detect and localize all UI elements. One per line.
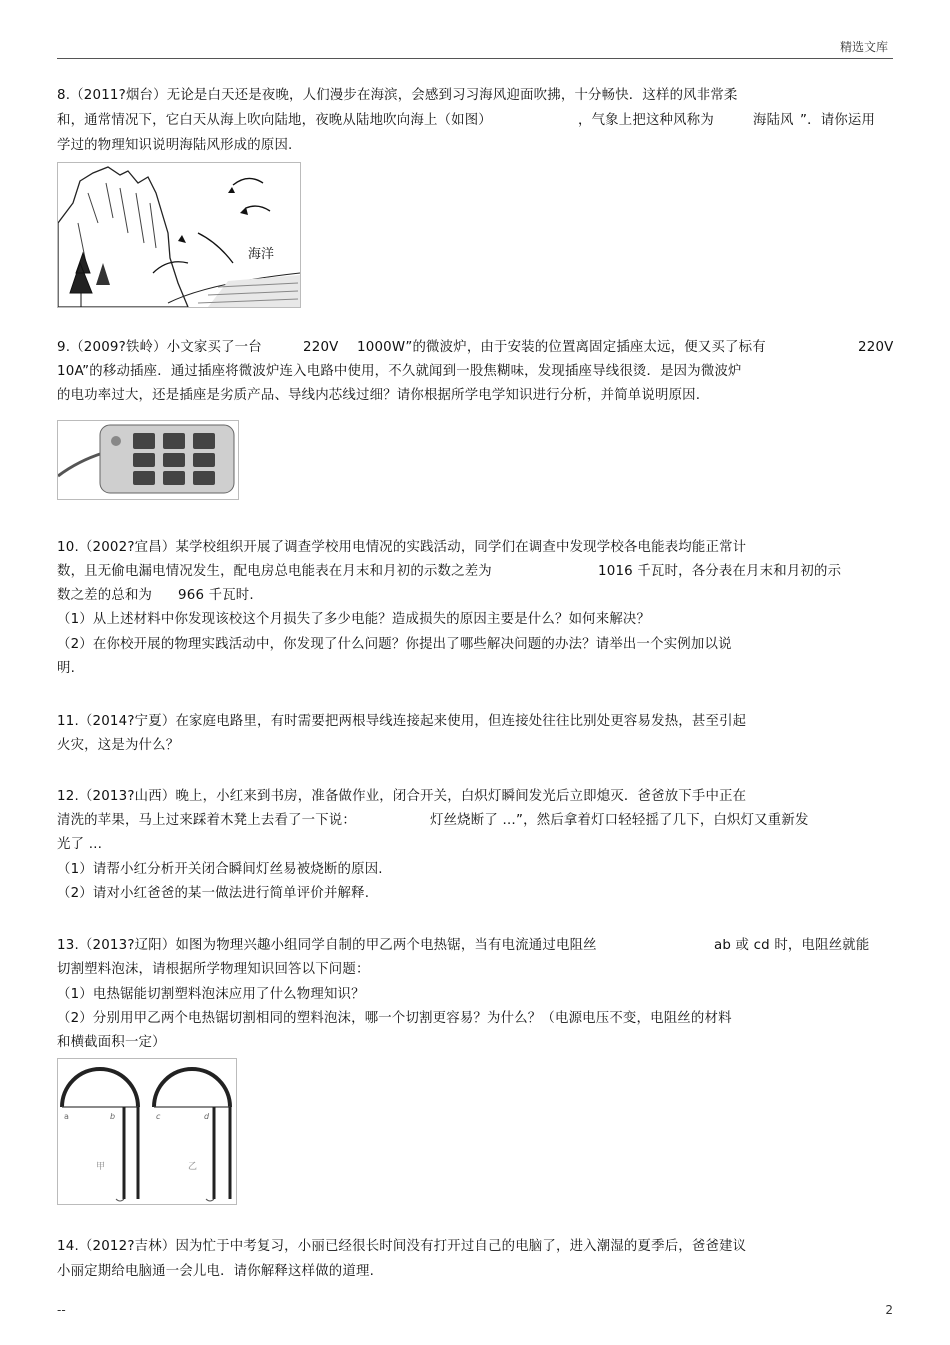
q9-line-1c: 1000W”的微波炉，由于安装的位置离固定插座太远，便又买了标有 bbox=[357, 340, 766, 355]
q12-line-1: 12.（2013?山西）晚上，小红来到书房，准备做作业，闭合开关，白炽灯瞬间发光后立即熄灭．爸爸放下手中正在 bbox=[57, 789, 747, 804]
q8-line-2d: ”．请你运用 bbox=[800, 113, 876, 128]
q13-line-1b: ab 或 cd 时，电阻丝就能 bbox=[714, 938, 870, 953]
electric-saw-drawing bbox=[58, 1059, 236, 1204]
q10-line-6: 明. bbox=[57, 661, 76, 676]
q10-line-4: （1）从上述材料中你发现该校这个月损失了多少电能？造成损失的原因主要是什么？如何来解决？ bbox=[57, 612, 651, 627]
fig-label-a: a bbox=[64, 1112, 69, 1121]
header-rule bbox=[57, 58, 893, 59]
header-brand: 精选文库 bbox=[839, 40, 888, 54]
fig-label-d: d bbox=[204, 1112, 210, 1121]
q9-line-1b: 220V bbox=[303, 340, 339, 355]
sea-land-breeze-drawing bbox=[58, 163, 300, 307]
q10-line-1: 10.（2002?宜昌）某学校组织开展了调查学校用电情况的实践活动，同学们在调查中发现学校各电能表均能正常计 bbox=[57, 540, 747, 555]
q13-line-4: （2）分别用甲乙两个电热锯切割相同的塑料泡沫，哪一个切割更容易？为什么？（电源电压不变，电阻丝的材料 bbox=[57, 1011, 732, 1026]
fig-label-b: b bbox=[110, 1112, 116, 1121]
power-strip-drawing bbox=[58, 421, 238, 499]
q13-line-2: 切割塑料泡沫，请根据所学物理知识回答以下问题： bbox=[57, 962, 370, 977]
q12-line-4: （1）请帮小红分析开关闭合瞬间灯丝易被烧断的原因. bbox=[57, 862, 383, 877]
q8-line-2b: ，气象上把这种风称为 bbox=[578, 113, 714, 128]
q9-line-1d: 220V bbox=[858, 340, 894, 355]
page-number: 2 bbox=[885, 1303, 893, 1317]
q12-line-2a: 清洗的苹果，马上过来踩着木凳上去看了一下说： bbox=[57, 813, 356, 828]
q8-line-3: 学过的物理知识说明海陆风形成的原因. bbox=[57, 138, 293, 153]
electric-saw-figure bbox=[57, 1058, 237, 1205]
q10-line-3b: 966 千瓦时. bbox=[178, 588, 254, 603]
footer-left-mark: -- bbox=[57, 1303, 66, 1317]
fig-label-c: c bbox=[156, 1112, 161, 1121]
q10-line-5: （2）在你校开展的物理实践活动中，你发现了什么问题？你提出了哪些解决问题的办法？请举出一个实例加以说 bbox=[57, 637, 732, 652]
q10-line-2a: 数，且无偷电漏电情况发生，配电房总电能表在月末和月初的示数之差为 bbox=[57, 564, 492, 579]
q13-line-3: （1）电热锯能切割塑料泡沫应用了什么物理知识？ bbox=[57, 987, 365, 1002]
q12-line-5: （2）请对小红爸爸的某一做法进行简单评价并解释. bbox=[57, 886, 370, 901]
q9-line-2: 10A”的移动插座．通过插座将微波炉连入电路中使用，不久就闻到一股焦糊味，发现插座导线很烫．是因为微波炉 bbox=[57, 364, 742, 379]
q10-line-3a: 数之差的总和为 bbox=[57, 588, 153, 603]
q9-line-3: 的电功率过大，还是插座是劣质产品、导线内芯线过细？请你根据所学电学知识进行分析，并简单说明原因. bbox=[57, 388, 701, 403]
fig-label-yi: 乙 bbox=[188, 1162, 198, 1172]
q12-line-2b: 灯丝烧断了 …”，然后拿着灯口轻轻摇了几下，白炽灯又重新发 bbox=[430, 813, 809, 828]
q8-line-2c: 海陆风 bbox=[753, 113, 794, 128]
q14-line-1: 14.（2012?吉林）因为忙于中考复习，小丽已经很长时间没有打开过自己的电脑了，进入潮湿的夏季后，爸爸建议 bbox=[57, 1239, 747, 1254]
q13-line-5: 和横截面积一定） bbox=[57, 1035, 166, 1050]
q8-line-1: 8.（2011?烟台）无论是白天还是夜晚，人们漫步在海滨，会感到习习海风迎面吹拂，十分畅快．这样的风非常柔 bbox=[57, 88, 738, 103]
power-strip-figure bbox=[57, 420, 239, 500]
sea-land-breeze-figure bbox=[57, 162, 301, 308]
q11-line-2: 火灾，这是为什么？ bbox=[57, 738, 180, 753]
q12-line-3: 光了 … bbox=[57, 837, 103, 852]
fig-label-jia: 甲 bbox=[96, 1162, 106, 1172]
q14-line-2: 小丽定期给电脑通一会儿电．请你解释这样做的道理. bbox=[57, 1264, 375, 1279]
q8-line-2a: 和，通常情况下，它白天从海上吹向陆地，夜晚从陆地吹向海上（如图） bbox=[57, 113, 492, 128]
q10-line-2b: 1016 千瓦时，各分表在月末和月初的示 bbox=[598, 564, 842, 579]
q9-line-1a: 9.（2009?铁岭）小文家买了一台 bbox=[57, 340, 262, 355]
q13-line-1a: 13.（2013?辽阳）如图为物理兴趣小组同学自制的甲乙两个电热锯，当有电流通过电阻丝 bbox=[57, 938, 597, 953]
fig-label-ocean: 海洋 bbox=[248, 247, 275, 262]
q11-line-1: 11.（2014?宁夏）在家庭电路里，有时需要把两根导线连接起来使用，但连接处往往比别处更容易发热，甚至引起 bbox=[57, 714, 747, 729]
